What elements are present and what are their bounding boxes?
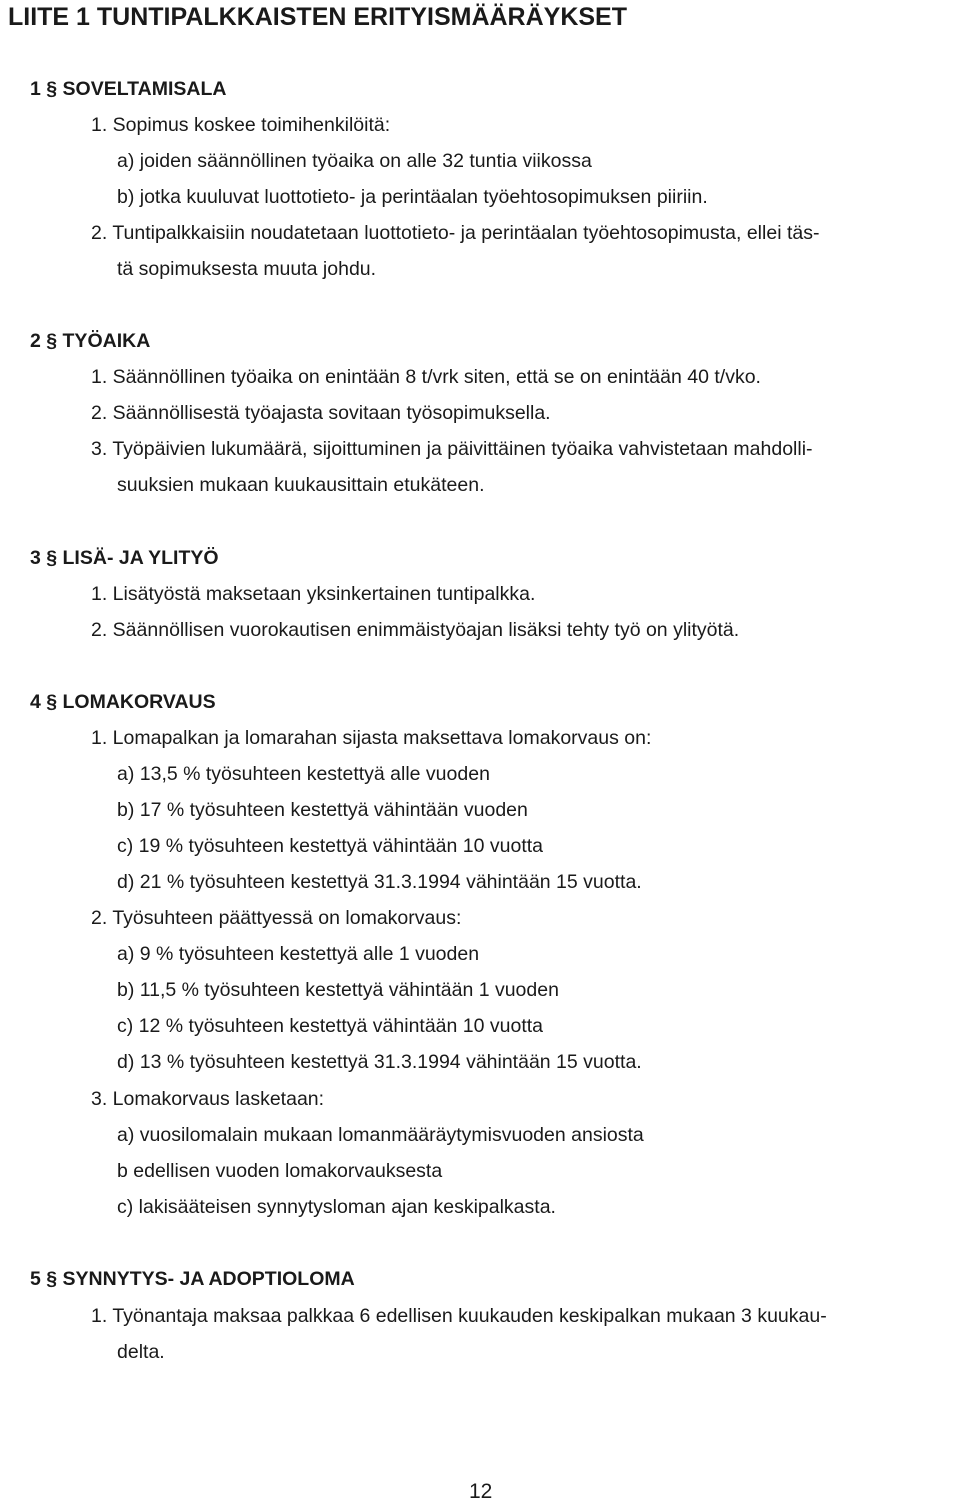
- list-item: b edellisen vuoden lomakorvauksesta: [117, 1160, 443, 1182]
- list-item: 2. Säännöllisestä työajasta sovitaan työsopimuksella.: [91, 402, 551, 424]
- list-item: 3. Lomakorvaus lasketaan:: [91, 1088, 325, 1110]
- list-item: b) 17 % työsuhteen kestettyä vähintään vuoden: [117, 799, 528, 821]
- list-item: delta.: [117, 1341, 165, 1363]
- list-item: 2. Tuntipalkkaisiin noudatetaan luottotieto- ja perintäalan työehtosopimusta, ellei täs-: [91, 222, 820, 244]
- list-item: c) lakisääteisen synnytysloman ajan keskipalkasta.: [117, 1196, 556, 1218]
- list-item: d) 13 % työsuhteen kestettyä 31.3.1994 vähintään 15 vuotta.: [117, 1051, 642, 1073]
- list-item: 1. Työnantaja maksaa palkkaa 6 edellisen kuukauden keskipalkan mukaan 3 kuukau-: [91, 1305, 827, 1327]
- section-heading: 2 § TYÖAIKA: [30, 330, 151, 352]
- list-item: tä sopimuksesta muuta johdu.: [117, 258, 377, 280]
- list-item: a) joiden säännöllinen työaika on alle 32 tuntia viikossa: [117, 150, 592, 172]
- list-item: a) vuosilomalain mukaan lomanmääräytymisvuoden ansiosta: [117, 1124, 644, 1146]
- document-title: LIITE 1 TUNTIPALKKAISTEN ERITYISMÄÄRÄYKSET: [8, 3, 628, 31]
- list-item: b) 11,5 % työsuhteen kestettyä vähintään 1 vuoden: [117, 979, 559, 1001]
- list-item: 2. Säännöllisen vuorokautisen enimmäistyöajan lisäksi tehty työ on ylityötä.: [91, 619, 740, 641]
- list-item: 1. Lomapalkan ja lomarahan sijasta maksettava lomakorvaus on:: [91, 727, 652, 749]
- list-item: a) 9 % työsuhteen kestettyä alle 1 vuoden: [117, 943, 480, 965]
- list-item: c) 12 % työsuhteen kestettyä vähintään 10 vuotta: [117, 1015, 544, 1037]
- section-heading: 4 § LOMAKORVAUS: [30, 691, 216, 713]
- list-item: 3. Työpäivien lukumäärä, sijoittuminen ja päivittäinen työaika vahvistetaan mahdolli-: [91, 438, 813, 460]
- section-heading: 1 § SOVELTAMISALA: [30, 78, 227, 100]
- page-number: 12: [469, 1480, 493, 1503]
- list-item: b) jotka kuuluvat luottotieto- ja perintäalan työehtosopimuksen piiriin.: [117, 186, 708, 208]
- section-heading: 3 § LISÄ- JA YLITYÖ: [30, 547, 219, 569]
- list-item: d) 21 % työsuhteen kestettyä 31.3.1994 vähintään 15 vuotta.: [117, 871, 642, 893]
- list-item: 2. Työsuhteen päättyessä on lomakorvaus:: [91, 907, 462, 929]
- list-item: 1. Sopimus koskee toimihenkilöitä:: [91, 114, 391, 136]
- section-heading: 5 § SYNNYTYS- JA ADOPTIOLOMA: [30, 1268, 355, 1290]
- list-item: 1. Säännöllinen työaika on enintään 8 t/vrk siten, että se on enintään 40 t/vko.: [91, 366, 761, 388]
- list-item: c) 19 % työsuhteen kestettyä vähintään 10 vuotta: [117, 835, 544, 857]
- list-item: suuksien mukaan kuukausittain etukäteen.: [117, 474, 485, 496]
- list-item: 1. Lisätyöstä maksetaan yksinkertainen tuntipalkka.: [91, 583, 536, 605]
- list-item: a) 13,5 % työsuhteen kestettyä alle vuoden: [117, 763, 490, 785]
